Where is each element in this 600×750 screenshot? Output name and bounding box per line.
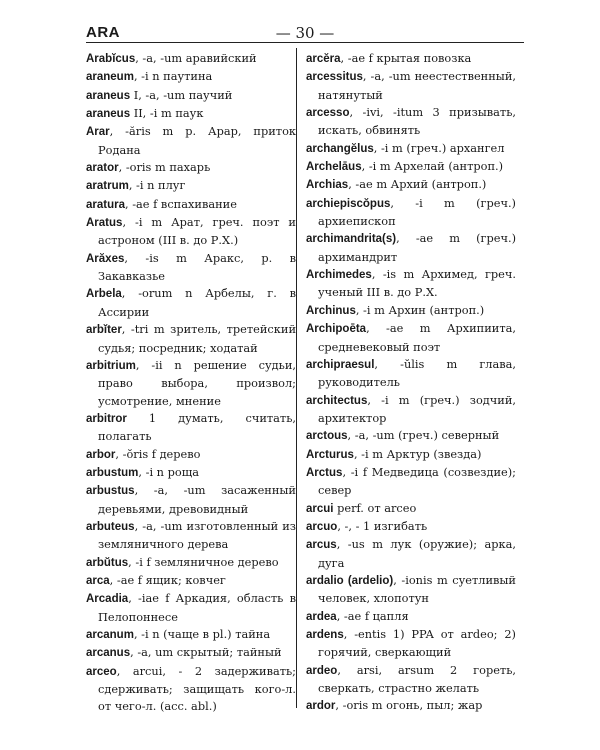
- dictionary-entry: [306, 195, 516, 231]
- dictionary-entry: [86, 159, 296, 177]
- dictionary-entry: [86, 590, 296, 626]
- entry-definition: perf. от arceo: [333, 500, 417, 515]
- entry-headword: arbitrium: [86, 359, 136, 372]
- entry-headword: araneum: [86, 71, 134, 84]
- entry-headword: arbustus: [86, 485, 135, 498]
- entry-definition: , -i m Арктур (звезда): [353, 446, 482, 461]
- dictionary-entry: [306, 68, 516, 104]
- dictionary-entry: [86, 214, 296, 250]
- entry-headword: arbor: [86, 448, 116, 461]
- entry-definition: , -oris m огонь, пыл; жар: [335, 698, 483, 713]
- entry-definition: 1 думать, считать, полагать: [98, 410, 296, 444]
- column-divider: [296, 48, 297, 708]
- entry-definition: , -i m (греч.) архиепископ: [318, 195, 516, 229]
- dictionary-entry: [86, 572, 296, 590]
- entry-definition: , -i f земляничное дерево: [128, 554, 279, 569]
- entry-definition: , -i f Медведица (созвездие); север: [318, 464, 516, 498]
- dictionary-entry: [306, 266, 516, 302]
- entry-definition: , -a, -um (греч.) северный: [347, 428, 500, 443]
- entry-headword: araneus: [86, 89, 131, 102]
- dictionary-entry: [306, 356, 516, 392]
- entry-headword: ardea: [306, 610, 337, 623]
- dictionary-entry: [306, 176, 516, 194]
- entry-definition: , -, - 1 изгибать: [337, 518, 428, 533]
- entry-definition: , -ii n решение судьи, право выбора, произвол; усмотрение, мнение: [98, 357, 296, 408]
- entry-definition: , -i m Архин (антроп.): [355, 302, 485, 317]
- entry-headword: archipraesul: [306, 358, 375, 371]
- entry-headword: Archimedes: [306, 269, 372, 282]
- entry-headword: archiepiscŏpus: [306, 197, 391, 210]
- entry-headword: archimandrita(s): [306, 233, 397, 246]
- entry-definition: , -oris m пахарь: [118, 160, 211, 175]
- entry-definition: , -us m лук (оружие); арка, дуга: [318, 537, 516, 570]
- dictionary-entry: [306, 662, 516, 698]
- dictionary-entry: [86, 250, 296, 286]
- entry-definition: , -a, -um неестественный, натянутый: [318, 69, 516, 102]
- dictionary-entry: [306, 626, 516, 662]
- dictionary-entry: [306, 572, 516, 608]
- entry-definition: , -ivi, -itum 3 призывать, искать, обвинять: [318, 105, 516, 138]
- dictionary-entry: [86, 177, 296, 195]
- entry-headword-variant: (ardelio): [343, 574, 394, 587]
- entry-definition: , arcui, - 2 задерживать; сдерживать; защищать кого-л. от чего-л. (acc. abl.): [98, 663, 296, 714]
- dictionary-entry: [86, 87, 296, 105]
- entry-headword: arcanum: [86, 629, 134, 641]
- dictionary-entry: [306, 50, 516, 68]
- dictionary-entry: [86, 446, 296, 464]
- entry-headword: arceo: [86, 665, 117, 678]
- entry-definition: , -i n паутина: [133, 69, 213, 84]
- entry-definition: , -ŏris f дерево: [115, 446, 201, 461]
- entry-definition: , -i n роща: [138, 464, 199, 479]
- dictionary-entry: [86, 285, 296, 321]
- entry-headword: aratrum: [86, 180, 129, 193]
- entry-definition: , -ae f крытая повозка: [340, 51, 472, 65]
- dictionary-entry: [306, 427, 516, 445]
- entry-headword: arcĕra: [306, 53, 341, 65]
- dictionary-entry: [306, 446, 516, 464]
- entry-headword: arbŭtus: [86, 556, 129, 569]
- entry-headword: aratura: [86, 198, 125, 211]
- dictionary-entry: [306, 608, 516, 626]
- entry-definition: , -ŭlis m глава, руководитель: [318, 356, 516, 390]
- dictionary-entry: [86, 663, 296, 716]
- entry-headword: arbuteus: [86, 520, 135, 533]
- page-number: — 30 —: [275, 24, 335, 42]
- entry-definition: , -a, -um изготовленный из земляничного дерева: [98, 518, 296, 552]
- dictionary-entry: [306, 464, 516, 500]
- entry-definition: , -entis 1) PPA от ardeo; 2) горячий, сверкающий: [318, 627, 516, 660]
- entry-headword: arcessitus: [306, 71, 363, 84]
- dictionary-entry: [86, 105, 296, 123]
- entry-headword: ardor: [306, 700, 336, 713]
- entry-definition: , -ae f вспахивание: [125, 196, 237, 211]
- dictionary-entry: [86, 321, 296, 357]
- entry-definition: , -i m (греч.) архангел: [373, 140, 505, 155]
- entry-definition: , -is m Аракс, р. в Закавказье: [98, 250, 296, 284]
- entry-headword: Archipoēta: [306, 323, 367, 336]
- entry-headword: arca: [86, 574, 110, 587]
- entry-definition: , -i n (чаще в pl.) тайна: [133, 627, 271, 641]
- entry-headword: Arar: [86, 126, 110, 139]
- dictionary-entry: [86, 554, 296, 572]
- entry-headword: Arabĭcus: [86, 53, 136, 65]
- entry-headword: ardalio: [306, 574, 344, 587]
- entry-definition: , -orum n Арбелы, г. в Ассирии: [98, 286, 296, 319]
- entry-headword: ardens: [306, 629, 344, 641]
- dictionary-entry: [86, 50, 296, 68]
- dictionary-entry: [86, 68, 296, 86]
- page-header: [86, 22, 524, 50]
- entry-definition: , -tri m зритель, третейский судья; посредник; ходатай: [98, 322, 296, 355]
- dictionary-entry: [86, 196, 296, 214]
- entry-headword: arbustum: [86, 466, 139, 479]
- dictionary-entry: [306, 500, 516, 518]
- entry-headword: Arăxes: [86, 252, 125, 265]
- dictionary-entry: [306, 536, 516, 572]
- dictionary-entry: [86, 626, 296, 644]
- entry-definition: , -ae m (греч.) архимандрит: [318, 231, 516, 264]
- entry-headword: arctous: [306, 430, 348, 443]
- dictionary-entry: [86, 123, 296, 159]
- right-column: [306, 50, 516, 716]
- entry-definition: , -a, um скрытый; тайный: [130, 645, 282, 660]
- entry-definition: , -ae m Архий (антроп.): [348, 177, 487, 192]
- entry-headword: arbĭter: [86, 324, 122, 337]
- entry-headword: arbitror: [86, 412, 127, 425]
- entry-definition: , -i m Архелай (антроп.): [361, 159, 504, 174]
- entry-headword: architectus: [306, 394, 368, 407]
- entry-definition: , -ionis m суетливый человек, хлопотун: [318, 572, 516, 606]
- entry-definition: , arsi, arsum 2 гореть, сверкать, страстно желать: [318, 662, 516, 696]
- dictionary-entry: [306, 320, 516, 356]
- entry-definition: II, -i m паук: [130, 106, 204, 121]
- entry-headword: arcui: [306, 502, 334, 515]
- dictionary-entry: [306, 302, 516, 320]
- entry-definition: , -ăris m p. Арар, приток Родана: [98, 124, 296, 157]
- entry-definition: , -iae f Аркадия, область в Пелопоннесе: [98, 591, 296, 624]
- entry-definition: , -ae f ящик; ковчег: [109, 572, 226, 587]
- dictionary-entry: [306, 697, 516, 715]
- entry-headword: Arbela: [86, 288, 122, 301]
- left-column: [86, 50, 296, 716]
- entry-headword: araneus: [86, 108, 131, 121]
- entry-headword: arator: [86, 162, 119, 175]
- dictionary-entry: [306, 104, 516, 140]
- entry-definition: , -ae f цапля: [336, 608, 409, 623]
- dictionary-entry: [86, 482, 296, 518]
- dictionary-entry: [86, 410, 296, 446]
- entry-definition: , -a, -um засаженный деревьями, древовидный: [98, 483, 296, 516]
- entry-definition: , -ae m Архипиита, средневековый поэт: [318, 321, 516, 354]
- entry-headword: Archinus: [306, 304, 356, 317]
- dictionary-entry: [306, 392, 516, 428]
- dictionary-entry: [86, 644, 296, 662]
- dictionary-entry: [86, 518, 296, 554]
- running-head: ARA: [86, 24, 120, 41]
- entry-definition: , -is m Архимед, греч. ученый III в. до Р.Х.: [318, 267, 516, 300]
- dictionary-entry: [306, 158, 516, 176]
- dictionary-entry: [306, 518, 516, 536]
- dictionary-entry: [306, 230, 516, 266]
- entry-definition: I, -a, -um паучий: [130, 87, 233, 102]
- entry-definition: , -i n плуг: [128, 178, 186, 193]
- entry-headword: arcanus: [86, 647, 131, 660]
- entry-headword: Archelāus: [306, 161, 362, 174]
- entry-definition: , -a, -um аравийский: [135, 51, 257, 65]
- entry-headword: Arcturus: [306, 448, 354, 461]
- entry-headword: arcus: [306, 539, 337, 552]
- entry-headword: Arctus: [306, 466, 343, 479]
- entry-headword: ardeo: [306, 664, 338, 677]
- entry-definition: , -i m Арат, греч. поэт и астроном (III в. до Р.Х.): [98, 215, 296, 248]
- dictionary-entry: [306, 140, 516, 158]
- entry-headword: Arcadia: [86, 593, 129, 606]
- entry-headword: Archias: [306, 179, 349, 192]
- header-rule: [86, 42, 524, 43]
- dictionary-entry: [86, 357, 296, 410]
- entry-definition: , -i m (греч.) зодчий, архитектор: [318, 392, 516, 425]
- entry-headword: Aratus: [86, 217, 123, 230]
- entry-headword: archangĕlus: [306, 142, 374, 155]
- entry-headword: arcesso: [306, 107, 350, 120]
- dictionary-entry: [86, 464, 296, 482]
- entry-headword: arcuo: [306, 520, 338, 533]
